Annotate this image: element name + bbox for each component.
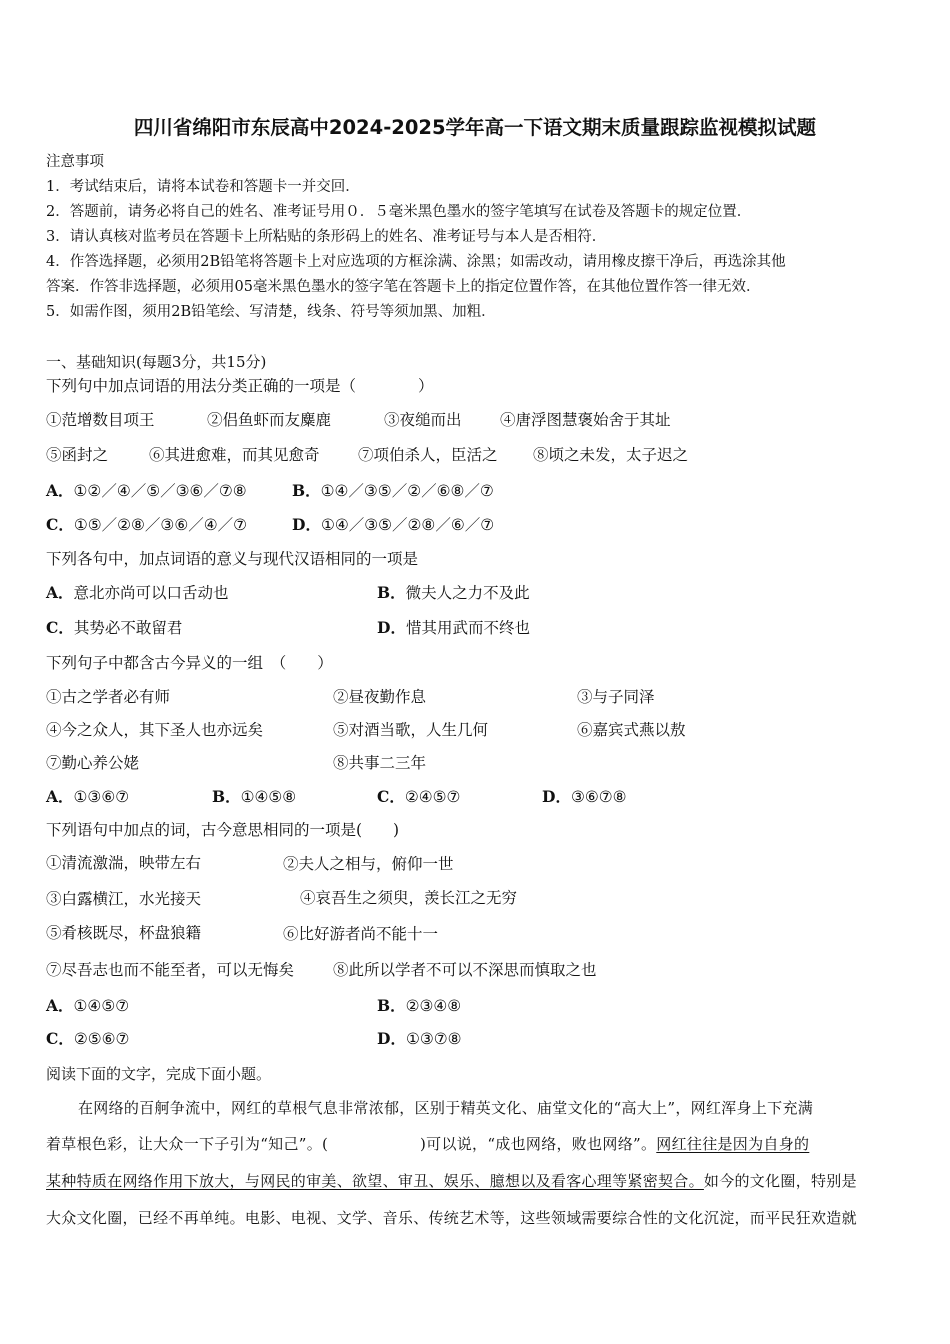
option-label: A． [46, 481, 74, 500]
option-text: ①②／④／⑤／③⑥／⑦⑧ [73, 482, 247, 500]
q1-item-4: ④唐浮图慧褒始舍于其址 [500, 411, 671, 429]
option-text: 惜其用武而不终也 [405, 619, 530, 637]
q1-item-2: ②侣鱼虾而友麋鹿 [207, 411, 332, 429]
underlined-sentence: 网红往往是因为自身的 [656, 1135, 810, 1153]
underlined-sentence: 某种特质在网络作用下放大，与网民的审美、欲望、审丑、娱乐、臆想以及看客心理等紧密契合。 [46, 1172, 704, 1190]
option-label: D． [292, 515, 321, 534]
notice-item-1: 1．考试结束后，请将本试卷和答题卡一并交回． [46, 179, 360, 195]
option-label: C． [46, 515, 74, 534]
q2-option-d[interactable] [377, 618, 530, 638]
reading-line-3 [46, 1171, 906, 1191]
q1-option-c[interactable] [46, 515, 247, 535]
option-label: C． [377, 787, 405, 806]
option-text: ①④／③⑤／②⑧／⑥／⑦ [320, 516, 495, 534]
notice-item-4-cont: 答案．作答非选择题，必须用05毫米黑色墨水的签字笔在答题卡上的指定位置作答，在其他位置作答一律无效． [46, 279, 761, 295]
q4-item-8: ⑧此所以学者不可以不深思而慎取之也 [333, 961, 597, 979]
q4-item-7: ⑦尽吾志也而不能至者，可以无悔矣 [46, 961, 295, 979]
q1-option-b[interactable] [292, 481, 494, 501]
option-label: B． [212, 787, 241, 806]
option-text: ③⑥⑦⑧ [570, 788, 627, 806]
q2-stem: 下列各句中，加点词语的意义与现代汉语相同的一项是 [46, 550, 419, 568]
q3-option-a[interactable] [46, 787, 129, 807]
q1-item-5: ⑤函封之 [46, 446, 109, 464]
q2-option-b[interactable] [377, 583, 530, 603]
q1-option-a[interactable] [46, 481, 247, 501]
option-label: D． [377, 1029, 406, 1048]
q4-option-a[interactable] [46, 996, 129, 1016]
q3-stem: 下列句子中都含古今异义的一组 （ ） [46, 654, 333, 672]
q3-item-8: ⑧共事二三年 [333, 754, 427, 772]
notice-item-2: 2．答题前，请务必将自己的姓名、准考证号用０．５毫米黑色墨水的签字笔填写在试卷及答题卡的规定位置． [46, 204, 752, 220]
q4-item-3: ③白露横江，水光接天 [46, 890, 202, 908]
option-label: B． [377, 996, 406, 1015]
q1-item-6: ⑥其进愈难，而其见愈奇 [149, 446, 320, 464]
section-heading: 一、基础知识(每题3分，共15分) [46, 353, 267, 371]
q4-stem: 下列语句中加点的词，古今意思相同的一项是( ) [46, 821, 400, 839]
q4-option-d[interactable] [377, 1029, 462, 1049]
q3-option-d[interactable] [542, 787, 627, 807]
option-label: A． [46, 996, 74, 1015]
notice-heading: 注意事项 [46, 154, 104, 170]
q1-item-3: ③夜缒而出 [384, 411, 462, 429]
q3-item-7: ⑦勤心养公姥 [46, 754, 140, 772]
reading-intro: 阅读下面的文字，完成下面小题。 [46, 1065, 272, 1083]
option-label: A． [46, 787, 74, 806]
q4-option-c[interactable] [46, 1029, 129, 1049]
q3-item-5: ⑤对酒当歌，人生几何 [333, 721, 489, 739]
q4-item-6: ⑥比好游者尚不能十一 [283, 925, 439, 943]
q3-item-2: ②昼夜勤作息 [333, 688, 427, 706]
option-text: ①④／③⑤／②／⑥⑧／⑦ [320, 482, 494, 500]
q4-option-b[interactable] [377, 996, 461, 1016]
q4-item-5: ⑤肴核既尽，杯盘狼籍 [46, 924, 202, 942]
q1-item-7: ⑦项伯杀人，臣活之 [358, 446, 498, 464]
option-text: ①③⑥⑦ [73, 788, 130, 806]
q1-option-d[interactable] [292, 515, 494, 535]
q3-item-6: ⑥嘉宾式燕以敖 [577, 721, 686, 739]
option-label: D． [542, 787, 571, 806]
q3-item-1: ①古之学者必有师 [46, 688, 171, 706]
notice-item-4: 4．作答选择题，必须用2B铅笔将答题卡上对应选项的方框涂满、涂黑；如需改动，请用橡皮擦干净后，再选涂其他 [46, 254, 786, 270]
option-text: ②③④⑧ [405, 997, 462, 1015]
option-label: C． [46, 618, 74, 637]
q4-item-2: ②夫人之相与，俯仰一世 [283, 855, 454, 873]
notice-item-3: 3．请认真核对监考员在答题卡上所粘贴的条形码上的姓名、准考证号与本人是否相符． [46, 229, 607, 245]
q3-item-3: ③与子同泽 [577, 688, 655, 706]
q4-item-4: ④哀吾生之须臾，羡长江之无穷 [300, 889, 518, 907]
q1-stem: 下列句中加点词语的用法分类正确的一项是（ ） [46, 377, 434, 395]
notice-item-5: 5．如需作图，须用2B铅笔绘、写清楚，线条、符号等须加黑、加粗． [46, 304, 496, 320]
reading-line-2 [46, 1134, 906, 1154]
q3-item-4: ④今之众人，其下圣人也亦远矣 [46, 721, 264, 739]
option-text: ①⑤／②⑧／③⑥／④／⑦ [73, 516, 248, 534]
option-text: ②④⑤⑦ [404, 788, 461, 806]
q3-option-b[interactable] [212, 787, 296, 807]
option-label: B． [292, 481, 321, 500]
option-text: ①④⑤⑧ [240, 788, 297, 806]
reading-text: 着草根色彩，让大众一下子引为“知己”。( )可以说，“成也网络，败也网络”。 [46, 1135, 657, 1153]
q2-option-c[interactable] [46, 618, 182, 638]
reading-text: 如今的文化圈，特别是 [703, 1172, 857, 1190]
option-text: ②⑤⑥⑦ [73, 1030, 130, 1048]
q1-item-1: ①范增数目项王 [46, 411, 155, 429]
reading-line-1: 在网络的百舸争流中，网红的草根气息非常浓郁，区别于精英文化、庙堂文化的“高大上”，网红浑身上下充满 [78, 1099, 814, 1117]
exam-title: 四川省绵阳市东辰高中2024-2025学年高一下语文期末质量跟踪监视模拟试题 [133, 116, 817, 139]
option-text: ①④⑤⑦ [73, 997, 130, 1015]
option-text: 其势必不敢留君 [73, 619, 183, 637]
q4-item-1: ①清流激湍，映带左右 [46, 854, 202, 872]
reading-line-4: 大众文化圈，已经不再单纯。电影、电视、文学、音乐、传统艺术等，这些领域需要综合性的文化沉淀，而平民狂欢造就 [46, 1209, 857, 1227]
option-label: C． [46, 1029, 74, 1048]
option-text: 微夫人之力不及此 [405, 584, 530, 602]
option-label: B． [377, 583, 406, 602]
q2-option-a[interactable] [46, 583, 229, 603]
option-label: D． [377, 618, 406, 637]
q3-option-c[interactable] [377, 787, 460, 807]
option-label: A． [46, 583, 74, 602]
option-text: 意北亦尚可以口舌动也 [73, 584, 229, 602]
q1-item-8: ⑧顷之未发，太子迟之 [533, 446, 689, 464]
option-text: ①③⑦⑧ [405, 1030, 462, 1048]
